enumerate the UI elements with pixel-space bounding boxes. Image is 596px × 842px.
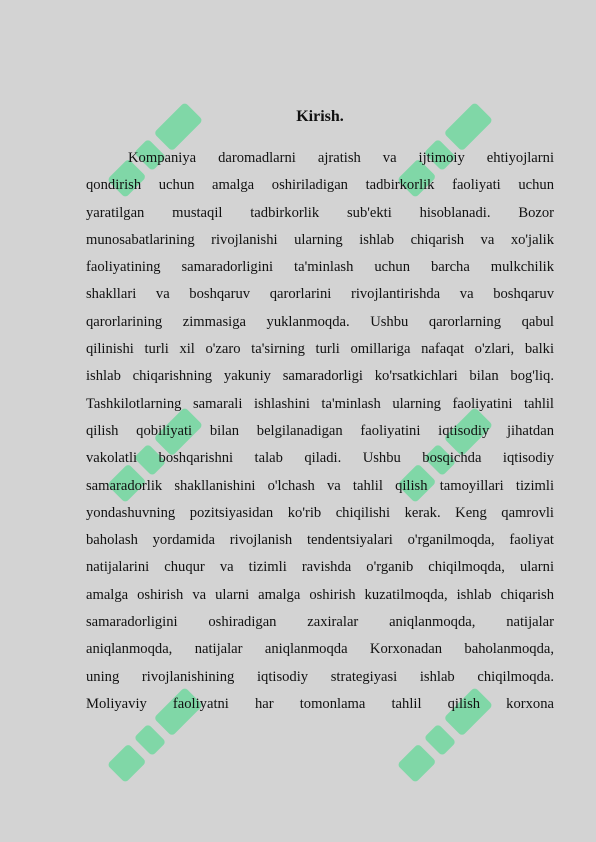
body-line: qilish qobiliyati bilan belgilanadigan faoliyatini iqtisodiy jihatdan <box>86 422 554 439</box>
body-line: Tashkilotlarning samarali ishlashini ta'minlash ularning faoliyatini tahlil <box>86 395 554 412</box>
body-line: yaratilgan mustaqil tadbirkorlik sub'ekti hisoblanadi. Bozor <box>86 204 554 221</box>
document-body <box>86 145 554 718</box>
body-line: aniqlanmoqda, natijalar aniqlanmoqda Korxonadan baholanmoqda, <box>86 641 554 658</box>
body-line: Kompaniya daromadlarni ajratish va ijtimoiy ehtiyojlarni <box>128 150 554 166</box>
body-line: samaradorligini oshiradigan zaxiralar aniqlanmoqda, natijalar <box>86 614 554 631</box>
body-line: shakllari va boshqaruv qarorlarini rivojlantirishda va boshqaruv <box>86 286 554 303</box>
body-line: qarorlarining zimmasiga yuklanmoqda. Ushbu qarorlarning qabul <box>86 313 554 330</box>
body-line: faoliyatining samaradorligini ta'minlash uchun barcha mulkchilik <box>86 259 554 276</box>
body-line: amalga oshirish va ularni amalga oshirish kuzatilmoqda, ishlab chiqarish <box>86 586 554 603</box>
document-title: Kirish. <box>296 108 344 125</box>
body-line: natijalarini chuqur va tizimli ravishda o'rganib chiqilmoqda, ularni <box>86 559 554 576</box>
body-line: qondirish uchun amalga oshiriladigan tadbirkorlik faoliyati uchun <box>86 177 554 194</box>
body-line: Moliyaviy faoliyatni har tomonlama tahlil qilish korxona <box>86 695 554 712</box>
body-line: yondashuvning pozitsiyasidan ko'rib chiqilishi kerak. Keng qamrovli <box>86 504 554 521</box>
body-line: munosabatlarining rivojlanishi ularning ishlab chiqarish va xo'jalik <box>86 231 554 248</box>
body-line: vakolatli boshqarishni talab qiladi. Ushbu bosqichda iqtisodiy <box>86 450 554 467</box>
body-line: baholash yordamida rivojlanish tendentsiyalari o'rganilmoqda, faoliyat <box>86 532 554 549</box>
body-line: qilinishi turli xil o'zaro ta'sirning turli omillariga nafaqat o'zlari, balki <box>86 341 554 358</box>
body-line: uning rivojlanishining iqtisodiy strategiyasi ishlab chiqilmoqda. <box>86 668 554 685</box>
body-line: samaradorlik shakllanishini o'lchash va tahlil qilish tamoyillari tizimli <box>86 477 554 494</box>
body-line: ishlab chiqarishning yakuniy samaradorligi ko'rsatkichlari bilan bog'liq. <box>86 368 554 385</box>
